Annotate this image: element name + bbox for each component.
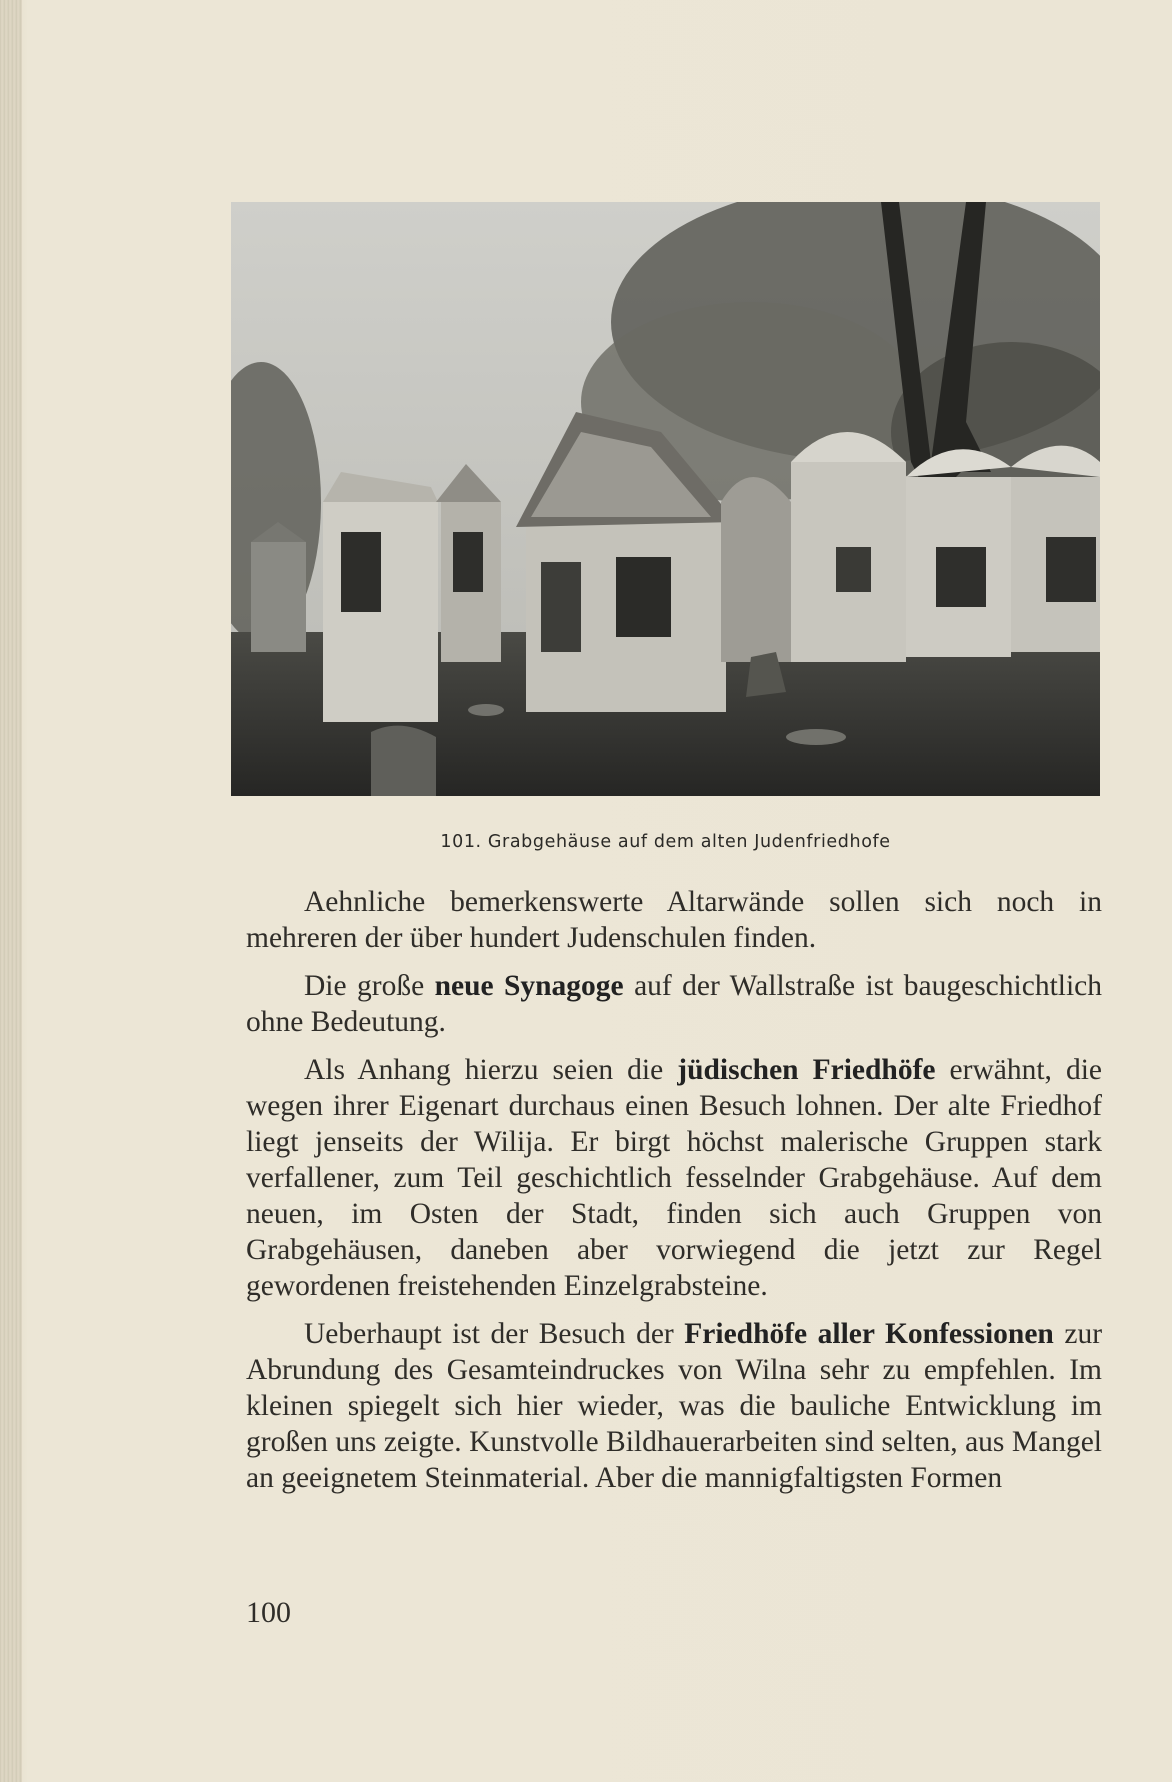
text-run: erwähnt, die wegen ihrer Eigenart durchaus einen Besuch lohnen. Der alte Friedhof liegt jenseits der Wilija. Er birgt höchst malerische Gruppen stark verfallener, zum Teil geschichtlich fesselnder Grabgehäuse. Auf dem neuen, im Osten der Stadt, finden sich auch Gruppen von Grabgehäusen, daneben aber vorwiegend die jetzt zur Regel gewordenen freistehenden Einzelgrabsteine. [246, 1054, 1102, 1302]
text-run: zur Abrundung des Gesamteindruckes von Wilna sehr zu empfehlen. Im kleinen spiegelt sich hier wieder, was die bauliche Entwicklung im großen uns zeigte. Kunstvolle Bildhauerarbeiten sind selten, aus Mangel an geeignetem Steinmaterial. Aber die mannigfaltigsten Formen [246, 1318, 1103, 1494]
text-run: auf der Wallstraße ist baugeschichtlich ohne Bedeutung. [246, 970, 1102, 1038]
paragraph [246, 884, 1102, 956]
cemetery-photograph [231, 202, 1100, 796]
bold-term: Friedhöfe aller Konfessionen [684, 1318, 1054, 1350]
book-spine-edge [0, 0, 22, 1782]
paragraph [246, 1316, 1102, 1496]
body-text [246, 884, 1102, 1508]
text-run: Aehnliche bemerkenswerte Altarwände sollen sich noch in mehreren der über hundert Judenschulen finden. [246, 886, 1102, 954]
text-run: Ueberhaupt ist der Besuch der [304, 1318, 685, 1350]
page-number: 100 [246, 1596, 291, 1629]
bold-term: jüdischen Friedhöfe [677, 1054, 936, 1086]
text-run: Die große [304, 970, 435, 1002]
paragraph [246, 968, 1102, 1040]
figure-caption: 101. Grabgehäuse auf dem alten Judenfriedhofe [440, 832, 891, 852]
text-run: Als Anhang hierzu seien die [304, 1054, 678, 1086]
bold-term: neue Synagoge [434, 970, 624, 1002]
paragraph [246, 1052, 1102, 1304]
